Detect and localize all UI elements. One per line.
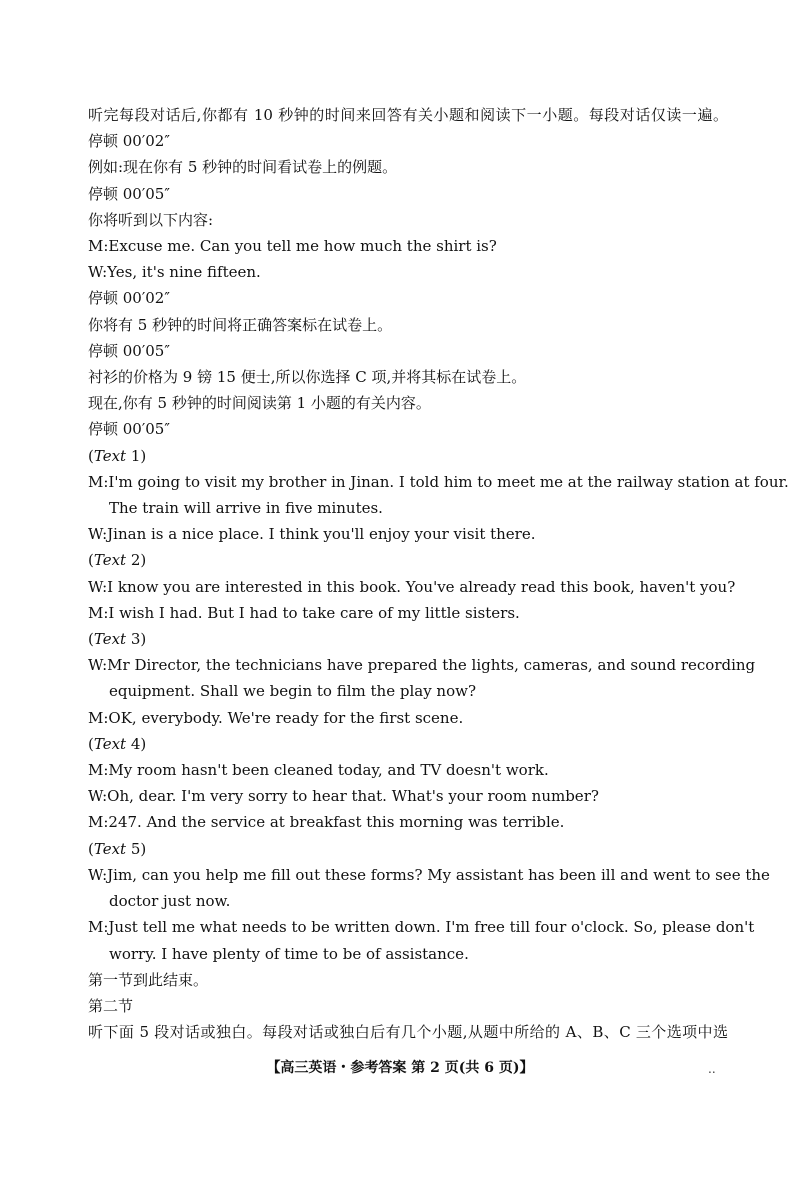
text-heading: (Text 2) (88, 551, 147, 570)
dialogue-line: W:Yes, it's nine fifteen. (88, 263, 261, 282)
pause-line: 停顿 00′05″ (88, 420, 170, 439)
dialogue-line: W:Mr Director, the technicians have prepared the lights, cameras, and sound recording (88, 656, 756, 675)
text-heading: (Text 1) (88, 446, 147, 465)
example-instruction: 例如:现在你有 5 秒钟的时间看试卷上的例题。 (88, 158, 398, 177)
pause-line: 停顿 00′05″ (88, 184, 170, 203)
dialogue-line: M:OK, everybody. We're ready for the first scene. (88, 708, 464, 727)
pause-line: 停顿 00′05″ (88, 341, 170, 360)
dialogue-line: M:247. And the service at breakfast this morning was terrible. (88, 813, 565, 832)
dialogue-line: W:Jinan is a nice place. I think you'll enjoy your visit there. (88, 525, 536, 544)
section-instruction: 听下面 5 段对话或独白。每段对话或独白后有几个小题,从题中所给的 A、B、C 三个选项中选 (88, 1023, 728, 1042)
page-footer: 【高三英语・参考答案 第 2 页(共 6 页)】 (266, 1060, 534, 1076)
dialogue-line-continued: worry. I have plenty of time to be of assistance. (109, 944, 469, 963)
pause-line: 停顿 00′02″ (88, 289, 170, 308)
pause-line: 停顿 00′02″ (88, 132, 170, 151)
dialogue-line: W:I know you are interested in this book. You've already read this book, haven't you? (88, 577, 736, 596)
answer-instruction: 你将有 5 秒钟的时间将正确答案标在试卷上。 (88, 315, 393, 334)
instruction-line: 听完每段对话后,你都有 10 秒钟的时间来回答有关小题和阅读下一小题。每段对话仅读一遍。 (88, 106, 728, 124)
dialogue-line: W:Oh, dear. I'm very sorry to hear that. What's your room number? (88, 787, 599, 806)
footer-mark: .. (708, 1062, 716, 1076)
dialogue-line-continued: The train will arrive in five minutes. (109, 499, 383, 518)
dialogue-line: M:Just tell me what needs to be written down. I'm free till four o'clock. So, please don't (88, 918, 755, 937)
text-heading: (Text 5) (88, 839, 147, 858)
dialogue-line: M:I'm going to visit my brother in Jinan. I told him to meet me at the railway station at four. (88, 472, 789, 491)
example-explanation: 衬衫的价格为 9 镑 15 便士,所以你选择 C 项,并将其标在试卷上。 (88, 368, 527, 387)
example-intro: 你将听到以下内容: (88, 210, 214, 229)
dialogue-line: W:Jim, can you help me fill out these forms? My assistant has been ill and went to see the (88, 865, 770, 884)
dialogue-line: M:Excuse me. Can you tell me how much the shirt is? (88, 237, 497, 256)
dialogue-line-continued: doctor just now. (109, 892, 231, 911)
section-heading: 第二节 (88, 996, 134, 1015)
text-heading: (Text 4) (88, 734, 147, 753)
text-heading: (Text 3) (88, 630, 147, 649)
section-end: 第一节到此结束。 (88, 970, 209, 989)
dialogue-line: M:My room hasn't been cleaned today, and TV doesn't work. (88, 761, 549, 780)
dialogue-line-continued: equipment. Shall we begin to film the play now? (109, 682, 477, 701)
reading-instruction: 现在,你有 5 秒钟的时间阅读第 1 小题的有关内容。 (88, 394, 431, 413)
dialogue-line: M:I wish I had. But I had to take care of my little sisters. (88, 603, 520, 622)
document-body (88, 102, 789, 1045)
